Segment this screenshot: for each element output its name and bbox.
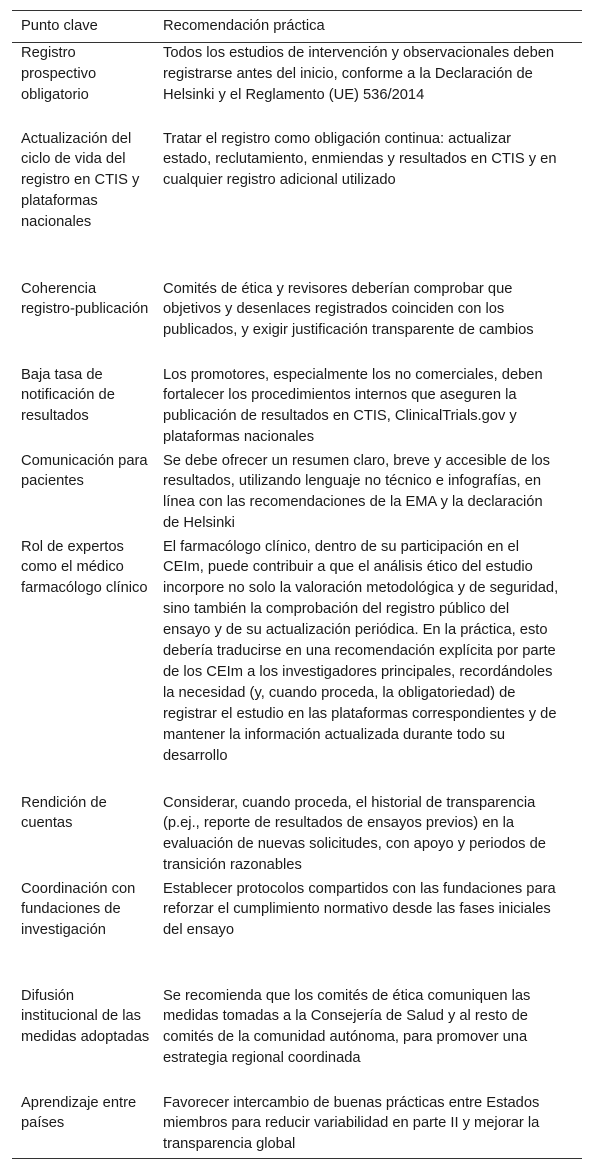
row-key: Comunicación para pacientes [21, 452, 148, 490]
row-key: Actualización del ciclo de vida del registro en CTIS y plataformas nacionales [21, 130, 140, 231]
row-recommendation: Comités de ética y revisores deberían comprobar que objetivos y desenlaces registrados coinciden con los publicados, y exigir justificación transparente de cambios [163, 280, 534, 339]
row-key: Coherencia registro-publicación [21, 280, 149, 318]
row-key: Baja tasa de notificación de resultados [21, 366, 115, 425]
row-recommendation: Se debe ofrecer un resumen claro, breve y accesible de los resultados, utilizando lenguaje no técnico e infografías, en línea con las recomendaciones de la EMA y la declaración de Helsinki [163, 452, 550, 532]
header-key: Punto clave [21, 18, 98, 35]
table-row [12, 986, 582, 1093]
row-recommendation: Considerar, cuando proceda, el historial de transparencia (p.ej., reporte de resultados de ensayos previos) en la evaluación de nuevas solicitudes, con apoyo y periodos de transición razonables [163, 794, 546, 874]
row-recommendation: Los promotores, especialmente los no comerciales, deben fortalecer los procedimientos internos que aseguren la publicación de resultados en CTIS, ClinicalTrials.gov y plataformas nacionales [163, 366, 543, 446]
row-recommendation: Establecer protocolos compartidos con las fundaciones para reforzar el cumplimiento normativo desde las fases iniciales del ensayo [163, 880, 556, 939]
table-header [12, 11, 582, 43]
row-key: Rol de expertos como el médico farmacólogo clínico [21, 538, 148, 597]
table-row [12, 1093, 582, 1159]
row-key: Aprendizaje entre países [21, 1094, 137, 1132]
table-body [12, 43, 582, 1159]
header-recommendation: Recomendación práctica [163, 18, 325, 35]
row-recommendation: El farmacólogo clínico, dentro de su participación en el CEIm, puede contribuir a que el análisis ético del estudio incorpore no solo la valoración metodológica y de seguridad, sino también la comprobación del registro público del ensayo y de su actualización periódica. En la práctica, esto debería traducirse en una recomendación explícita por parte de los CEIm a los investigadores principales, recordándoles la necesidad (y, cuando proceda, la obligatoriedad) de registrar el estudio en las plataformas correspondientes y de mantener la información actualizada durante todo su desarrollo [163, 538, 559, 764]
table-row [12, 365, 582, 451]
table-row [12, 43, 582, 129]
table-row [12, 537, 582, 793]
table-row [12, 793, 582, 879]
table-row [12, 879, 582, 986]
header-row [12, 11, 582, 43]
row-key: Rendición de cuentas [21, 794, 107, 832]
table-row [12, 129, 582, 279]
table-row [12, 451, 582, 537]
table-row [12, 279, 582, 365]
row-key: Registro prospectivo obligatorio [21, 45, 97, 103]
recommendations-table-container [12, 10, 582, 1159]
row-recommendation: Se recomienda que los comités de ética comuniquen las medidas tomadas a la Consejería de Salud y al resto de comités de la comunidad autónoma, para promover una estrategia regional coordinada [163, 987, 531, 1067]
row-key: Difusión institucional de las medidas adoptadas [21, 987, 150, 1046]
row-recommendation: Todos los estudios de intervención y observacionales deben registrarse antes del inicio, conforme a la Declaración de Helsinki y el Reglamento (UE) 536/2014 [163, 45, 555, 103]
row-recommendation: Favorecer intercambio de buenas prácticas entre Estados miembros para reducir variabilidad en parte II y mejorar la transparencia global [163, 1094, 540, 1153]
row-recommendation: Tratar el registro como obligación continua: actualizar estado, reclutamiento, enmiendas y resultados en CTIS y en cualquier registro adicional utilizado [163, 130, 557, 189]
recommendations-table [12, 10, 582, 1159]
row-key: Coordinación con fundaciones de investigación [21, 880, 136, 939]
